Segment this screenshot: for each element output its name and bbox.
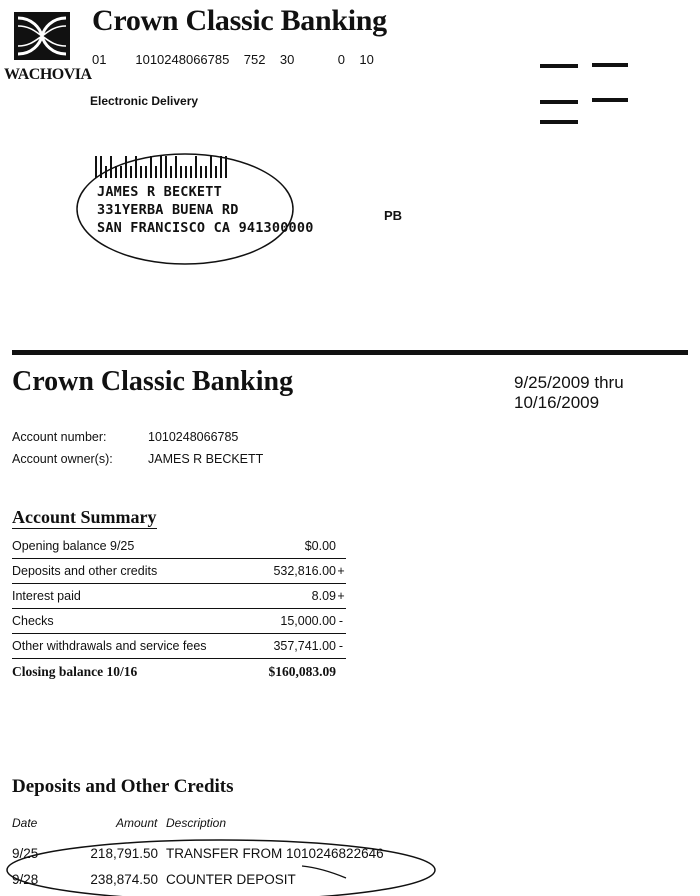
summary-amount: $0.00 <box>304 539 336 553</box>
account-owner-label: Account owner(s): <box>12 452 113 466</box>
statement-period: 9/25/2009 thru 10/16/2009 <box>514 373 624 412</box>
deposits-section-title: Deposits and Other Credits <box>12 776 234 797</box>
brand-wordmark: WACHOVIA <box>4 66 92 83</box>
bank-name-header: Crown Classic Banking <box>92 4 387 37</box>
section-divider <box>12 350 688 355</box>
postal-mark <box>540 64 578 68</box>
summary-row-interest <box>12 584 346 609</box>
summary-amount: 15,000.00 <box>280 614 336 628</box>
summary-label: Interest paid <box>12 589 81 603</box>
summary-amount: 532,816.00 <box>273 564 336 578</box>
summary-label: Checks <box>12 614 54 628</box>
postal-mark <box>540 100 578 104</box>
street-address: 331YERBA BUENA RD <box>97 202 239 218</box>
deposit-date: 9/28 <box>12 872 39 887</box>
account-summary-table <box>12 534 346 683</box>
postal-mark <box>540 120 578 124</box>
reference-line: 01 1010248066785 752 30 0 10 <box>92 52 374 67</box>
mail-code: PB <box>384 208 403 223</box>
column-header-description: Description <box>166 816 227 830</box>
account-owner: JAMES R BECKETT <box>148 452 264 466</box>
wachovia-logo-icon <box>14 12 70 60</box>
summary-label: Closing balance 10/16 <box>12 664 138 679</box>
summary-amount: 8.09 <box>311 589 336 603</box>
summary-amount: $160,083.09 <box>268 664 336 679</box>
handdrawn-circle-annotation <box>2 832 440 896</box>
summary-row-opening <box>12 534 346 559</box>
column-header-date: Date <box>12 816 38 830</box>
summary-label: Other withdrawals and service fees <box>12 639 207 653</box>
deposit-description: COUNTER DEPOSIT <box>166 872 296 887</box>
postal-mark <box>592 63 628 67</box>
summary-label: Deposits and other credits <box>12 564 158 578</box>
account-number: 1010248066785 <box>148 430 239 444</box>
delivery-method: Electronic Delivery <box>90 94 199 108</box>
summary-row-checks <box>12 609 346 634</box>
postal-mark <box>592 98 628 102</box>
city-state-zip: SAN FRANCISCO CA 941300000 <box>97 220 314 236</box>
account-number-label: Account number: <box>12 430 107 444</box>
summary-row-closing <box>12 659 346 683</box>
column-header-amount: Amount <box>116 816 158 830</box>
handdrawn-circle-annotation <box>74 150 296 268</box>
summary-row-deposits <box>12 559 346 584</box>
deposit-description: TRANSFER FROM 1010246822646 <box>166 846 384 861</box>
summary-sign: - <box>338 614 344 628</box>
statement-title: Crown Classic Banking <box>12 366 294 397</box>
summary-sign: + <box>337 589 345 603</box>
summary-label: Opening balance 9/25 <box>12 539 135 553</box>
deposit-amount: 238,874.50 <box>90 872 158 887</box>
summary-sign: - <box>338 639 344 653</box>
recipient-name: JAMES R BECKETT <box>97 184 222 200</box>
deposit-amount: 218,791.50 <box>90 846 158 861</box>
summary-sign: + <box>337 564 345 578</box>
account-summary-title: Account Summary <box>12 507 157 527</box>
summary-amount: 357,741.00 <box>273 639 336 653</box>
deposit-date: 9/25 <box>12 846 39 861</box>
summary-row-withdrawals <box>12 634 346 659</box>
